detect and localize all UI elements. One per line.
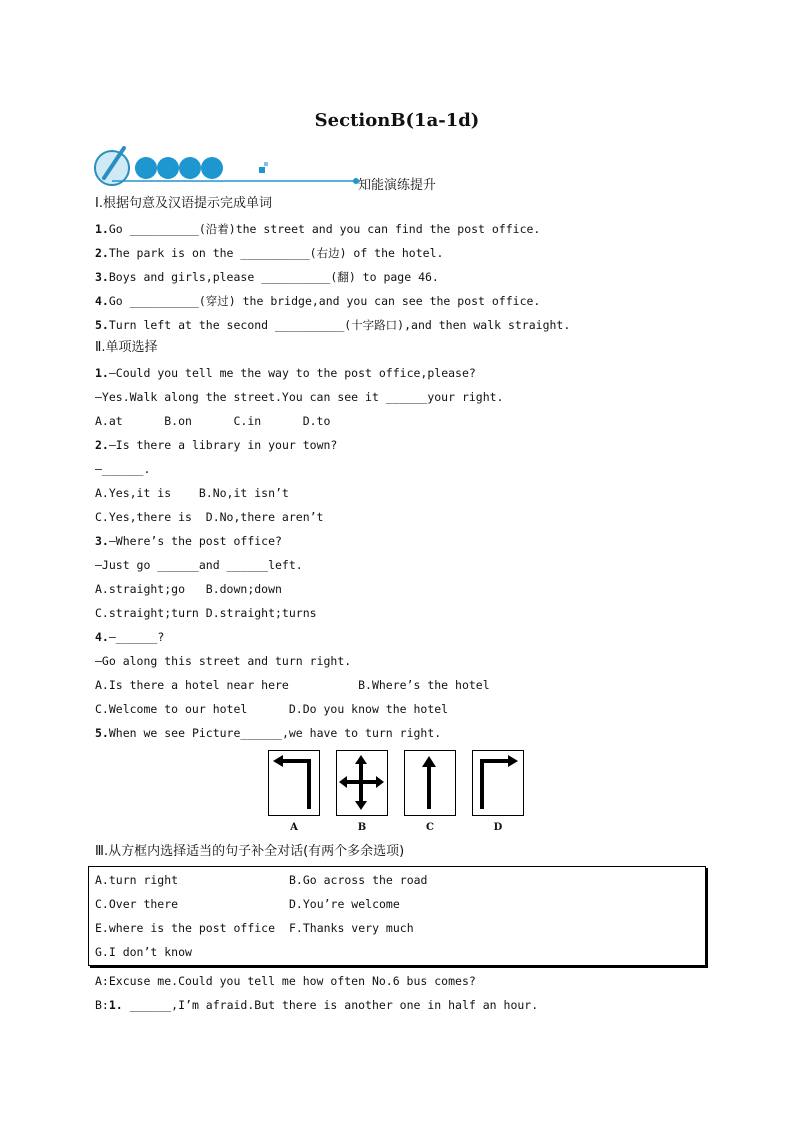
- part2-line: C.straight;turn D.straight;turns: [95, 606, 317, 620]
- option-item: D.You’re welcome: [289, 897, 400, 911]
- option-item: G.I don’t know: [95, 945, 192, 959]
- four-way-arrow-icon: [337, 751, 386, 814]
- part2-line: A.at B.on C.in D.to: [95, 414, 331, 428]
- part2-line: —Just go ______and ______left.: [95, 558, 303, 572]
- picture-c-straight: [404, 750, 456, 816]
- part2-line: 5.When we see Picture______,we have to turn right.: [95, 726, 442, 740]
- banner-label: 知能演练提升: [358, 178, 437, 193]
- part1-item: 2.The park is on the __________(右边) of the hotel.: [95, 246, 444, 260]
- part2-line: —Go along this street and turn right.: [95, 654, 352, 668]
- part2-line: —Yes.Walk along the street.You can see it ______your right.: [95, 390, 504, 404]
- turn-right-arrow-icon: [473, 751, 522, 814]
- picture-d-turn-right: [472, 750, 524, 816]
- options-box: [88, 866, 706, 966]
- picture-options: [268, 750, 528, 840]
- option-item: C.Over there: [95, 897, 179, 911]
- picture-a-turn-left: [268, 750, 320, 816]
- picture-label: D: [493, 822, 503, 833]
- part1-item: 1.Go __________(沿着)the street and you can find the post office.: [95, 222, 541, 236]
- picture-label: B: [357, 822, 367, 833]
- picture-label: A: [290, 822, 298, 833]
- part1-header: Ⅰ.根据句意及汉语提示完成单词: [95, 196, 272, 211]
- part2-line: 2.—Is there a library in your town?: [95, 438, 338, 452]
- picture-label: C: [426, 822, 434, 833]
- straight-arrow-icon: [405, 751, 454, 814]
- part2-line: C.Yes,there is D.No,there aren’t: [95, 510, 324, 524]
- option-item: E.where is the post office: [95, 921, 276, 935]
- part2-line: 1.—Could you tell me the way to the post office,please?: [95, 366, 476, 380]
- part2-line: A.Is there a hotel near here B.Where’s the hotel: [95, 678, 490, 692]
- part2-line: —______.: [95, 462, 151, 476]
- part1-item: 4.Go __________(穿过) the bridge,and you can see the post office.: [95, 294, 541, 308]
- option-item: A.turn right: [95, 873, 179, 887]
- part2-header: Ⅱ.单项选择: [95, 340, 158, 355]
- part1-item: 5.Turn left at the second __________(十字路口),and then walk straight.: [95, 318, 571, 332]
- turn-left-arrow-icon: [269, 751, 318, 814]
- part2-line: C.Welcome to our hotel D.Do you know the hotel: [95, 702, 449, 716]
- dialogue-line: A:Excuse me.Could you tell me how often No.6 bus comes?: [95, 974, 476, 988]
- part2-line: 3.—Where’s the post office?: [95, 534, 282, 548]
- option-item: F.Thanks very much: [289, 921, 414, 935]
- page-title: SectionB(1a-1d): [314, 110, 480, 131]
- part2-line: A.Yes,it is B.No,it isn’t: [95, 486, 289, 500]
- part1-item: 3.Boys and girls,please __________(翻) to page 46.: [95, 270, 439, 284]
- part3-header: Ⅲ.从方框内选择适当的句子补全对话(有两个多余选项): [95, 844, 405, 859]
- part2-line: 4.—______?: [95, 630, 165, 644]
- part2-line: A.straight;go B.down;down: [95, 582, 282, 596]
- picture-b-crossroads: [336, 750, 388, 816]
- dialogue-line: B:1. ______,I’m afraid.But there is another one in half an hour.: [95, 998, 539, 1012]
- option-item: B.Go across the road: [289, 873, 428, 887]
